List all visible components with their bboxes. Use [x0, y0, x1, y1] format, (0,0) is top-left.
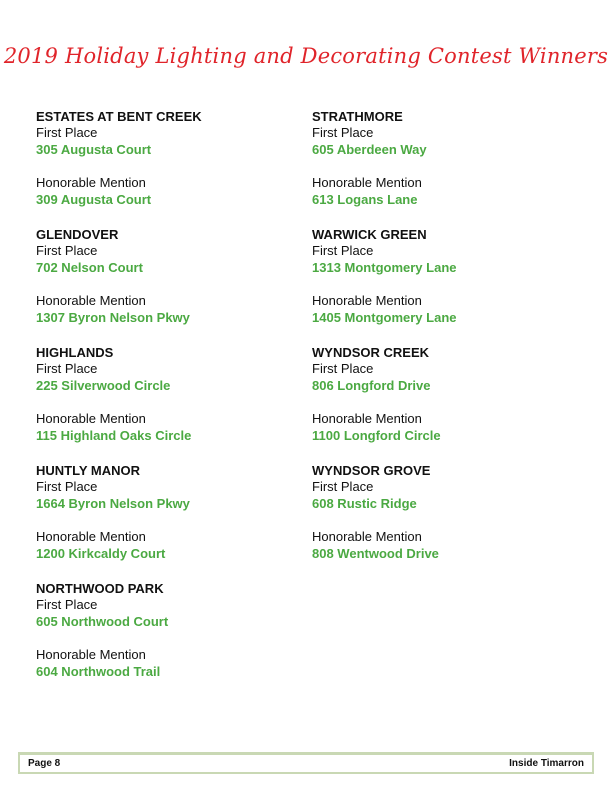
left-column [36, 108, 296, 698]
first-place-address: 605 Aberdeen Way [312, 142, 427, 157]
community-section [36, 462, 296, 562]
community-name: STRATHMORE [312, 109, 403, 124]
first-place-label: First Place [312, 243, 374, 258]
honorable-mention-address: 613 Logans Lane [312, 192, 418, 207]
first-place-address: 806 Longford Drive [312, 378, 431, 393]
page-title: 2019 Holiday Lighting and Decorating Contest Winners [3, 44, 609, 68]
community-name: HIGHLANDS [36, 345, 114, 360]
community-name: WARWICK GREEN [312, 227, 427, 242]
community-section [36, 226, 296, 326]
first-place-label: First Place [36, 125, 98, 140]
community-name: HUNTLY MANOR [36, 463, 141, 478]
honorable-mention-label: Honorable Mention [36, 647, 146, 662]
community-name: GLENDOVER [36, 227, 119, 242]
page-number: Page 8 [28, 758, 61, 769]
community-section [312, 462, 572, 562]
honorable-mention-label: Honorable Mention [312, 411, 422, 426]
honorable-mention-address: 115 Highland Oaks Circle [36, 428, 192, 443]
first-place-address: 305 Augusta Court [36, 142, 152, 157]
first-place-address: 1313 Montgomery Lane [312, 260, 457, 275]
community-name: WYNDSOR CREEK [312, 345, 430, 360]
honorable-mention-label: Honorable Mention [312, 293, 422, 308]
first-place-label: First Place [36, 361, 98, 376]
honorable-mention-label: Honorable Mention [36, 411, 146, 426]
honorable-mention-address: 604 Northwood Trail [36, 664, 161, 679]
first-place-label: First Place [312, 479, 374, 494]
first-place-label: First Place [312, 361, 374, 376]
honorable-mention-label: Honorable Mention [312, 175, 422, 190]
first-place-address: 608 Rustic Ridge [312, 496, 417, 511]
honorable-mention-address: 808 Wentwood Drive [312, 546, 439, 561]
first-place-address: 225 Silverwood Circle [36, 378, 171, 393]
honorable-mention-label: Honorable Mention [36, 529, 146, 544]
first-place-label: First Place [36, 479, 98, 494]
page-footer [18, 752, 594, 774]
honorable-mention-address: 1100 Longford Circle [312, 428, 441, 443]
honorable-mention-label: Honorable Mention [36, 293, 146, 308]
first-place-address: 605 Northwood Court [36, 614, 169, 629]
community-name: ESTATES AT BENT CREEK [36, 109, 202, 124]
first-place-label: First Place [36, 243, 98, 258]
honorable-mention-address: 1405 Montgomery Lane [312, 310, 457, 325]
honorable-mention-address: 1307 Byron Nelson Pkwy [36, 310, 190, 325]
first-place-address: 1664 Byron Nelson Pkwy [36, 496, 190, 511]
community-section [36, 344, 296, 444]
honorable-mention-address: 1200 Kirkcaldy Court [36, 546, 166, 561]
community-name: WYNDSOR GROVE [312, 463, 431, 478]
community-name: NORTHWOOD PARK [36, 581, 164, 596]
right-column [312, 108, 572, 580]
community-section [36, 108, 296, 208]
publication-name: Inside Timarron [509, 758, 584, 769]
community-section [312, 344, 572, 444]
honorable-mention-label: Honorable Mention [312, 529, 422, 544]
community-section [36, 580, 296, 680]
honorable-mention-address: 309 Augusta Court [36, 192, 152, 207]
first-place-label: First Place [36, 597, 98, 612]
community-section [312, 108, 572, 208]
community-section [312, 226, 572, 326]
first-place-address: 702 Nelson Court [36, 260, 143, 275]
honorable-mention-label: Honorable Mention [36, 175, 146, 190]
first-place-label: First Place [312, 125, 374, 140]
